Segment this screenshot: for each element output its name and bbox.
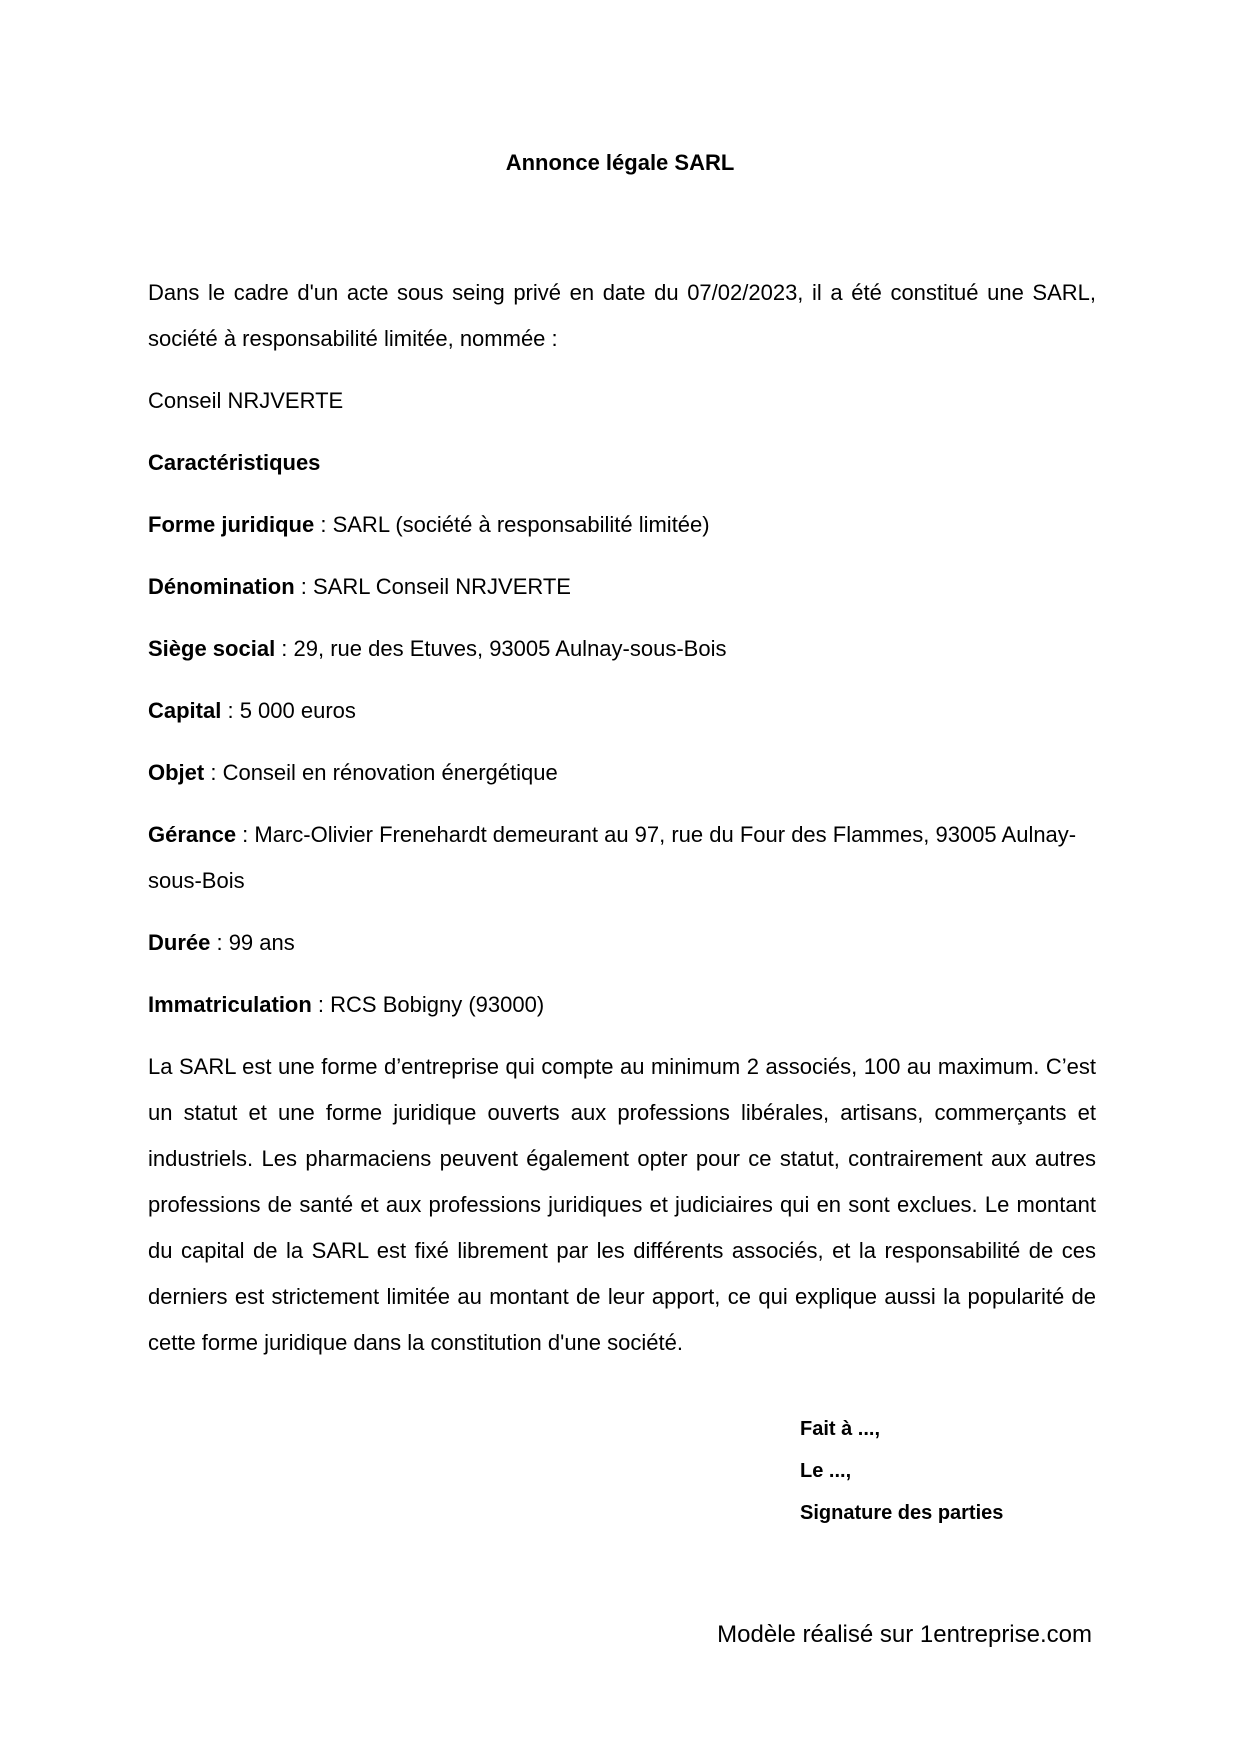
field-denomination xyxy=(148,564,1096,610)
field-label: Capital xyxy=(148,698,222,723)
field-immatriculation xyxy=(148,982,1096,1028)
body-paragraph: La SARL est une forme d’entreprise qui compte au minimum 2 associés, 100 au maximum. C’est un statut et une forme juridique ouverts aux professions libérales, artisans, commerçants et industriels. Les pharmaciens peuvent également opter pour ce statut, contrairement aux autres professions de santé et aux professions juridiques et judiciaires qui en sont exclues. Le montant du capital de la SARL est fixé librement par les différents associés, et la responsabilité de ces derniers est strictement limitée au montant de leur apport, ce qui explique aussi la popularité de cette forme juridique dans la constitution d'une société. xyxy=(148,1054,1096,1355)
field-value: : SARL (société à responsabilité limitée) xyxy=(314,512,710,537)
section-heading: Caractéristiques xyxy=(148,450,321,475)
company-name: Conseil NRJVERTE xyxy=(148,388,344,413)
document-title: Annonce légale SARL xyxy=(505,150,735,175)
field-forme-juridique xyxy=(148,502,1096,548)
field-duree xyxy=(148,920,1096,966)
signature-date: Le ..., xyxy=(800,1460,852,1482)
field-value: : 5 000 euros xyxy=(221,698,356,723)
field-label: Gérance xyxy=(148,822,237,847)
field-label: Objet xyxy=(148,760,205,785)
footer-credit: Modèle réalisé sur 1entreprise.com xyxy=(717,1621,1092,1648)
signature-block xyxy=(800,1408,1003,1534)
field-label: Forme juridique xyxy=(148,512,315,537)
field-value: : 99 ans xyxy=(210,930,295,955)
field-value: : Marc-Olivier Frenehardt demeurant au 97, rue du Four des Flammes, 93005 Aulnay-sous-Bois xyxy=(148,822,1077,893)
field-label: Dénomination xyxy=(148,574,295,599)
field-objet xyxy=(148,750,1096,796)
field-label: Immatriculation xyxy=(148,992,312,1017)
field-label: Durée xyxy=(148,930,211,955)
field-capital xyxy=(148,688,1096,734)
field-siege-social xyxy=(148,626,1096,672)
signature-parties: Signature des parties xyxy=(800,1502,1004,1524)
intro-paragraph: Dans le cadre d'un acte sous seing privé en date du 07/02/2023, il a été constitué une SARL, société à responsabilité limitée, nommée : xyxy=(148,280,1096,351)
document-body xyxy=(148,270,1096,1366)
field-value: : Conseil en rénovation énergétique xyxy=(204,760,558,785)
signature-place: Fait à ..., xyxy=(800,1418,881,1440)
field-gerance xyxy=(148,812,1096,904)
field-label: Siège social xyxy=(148,636,276,661)
field-value: : RCS Bobigny (93000) xyxy=(311,992,545,1017)
field-value: : 29, rue des Etuves, 93005 Aulnay-sous-Bois xyxy=(275,636,727,661)
field-value: : SARL Conseil NRJVERTE xyxy=(294,574,571,599)
